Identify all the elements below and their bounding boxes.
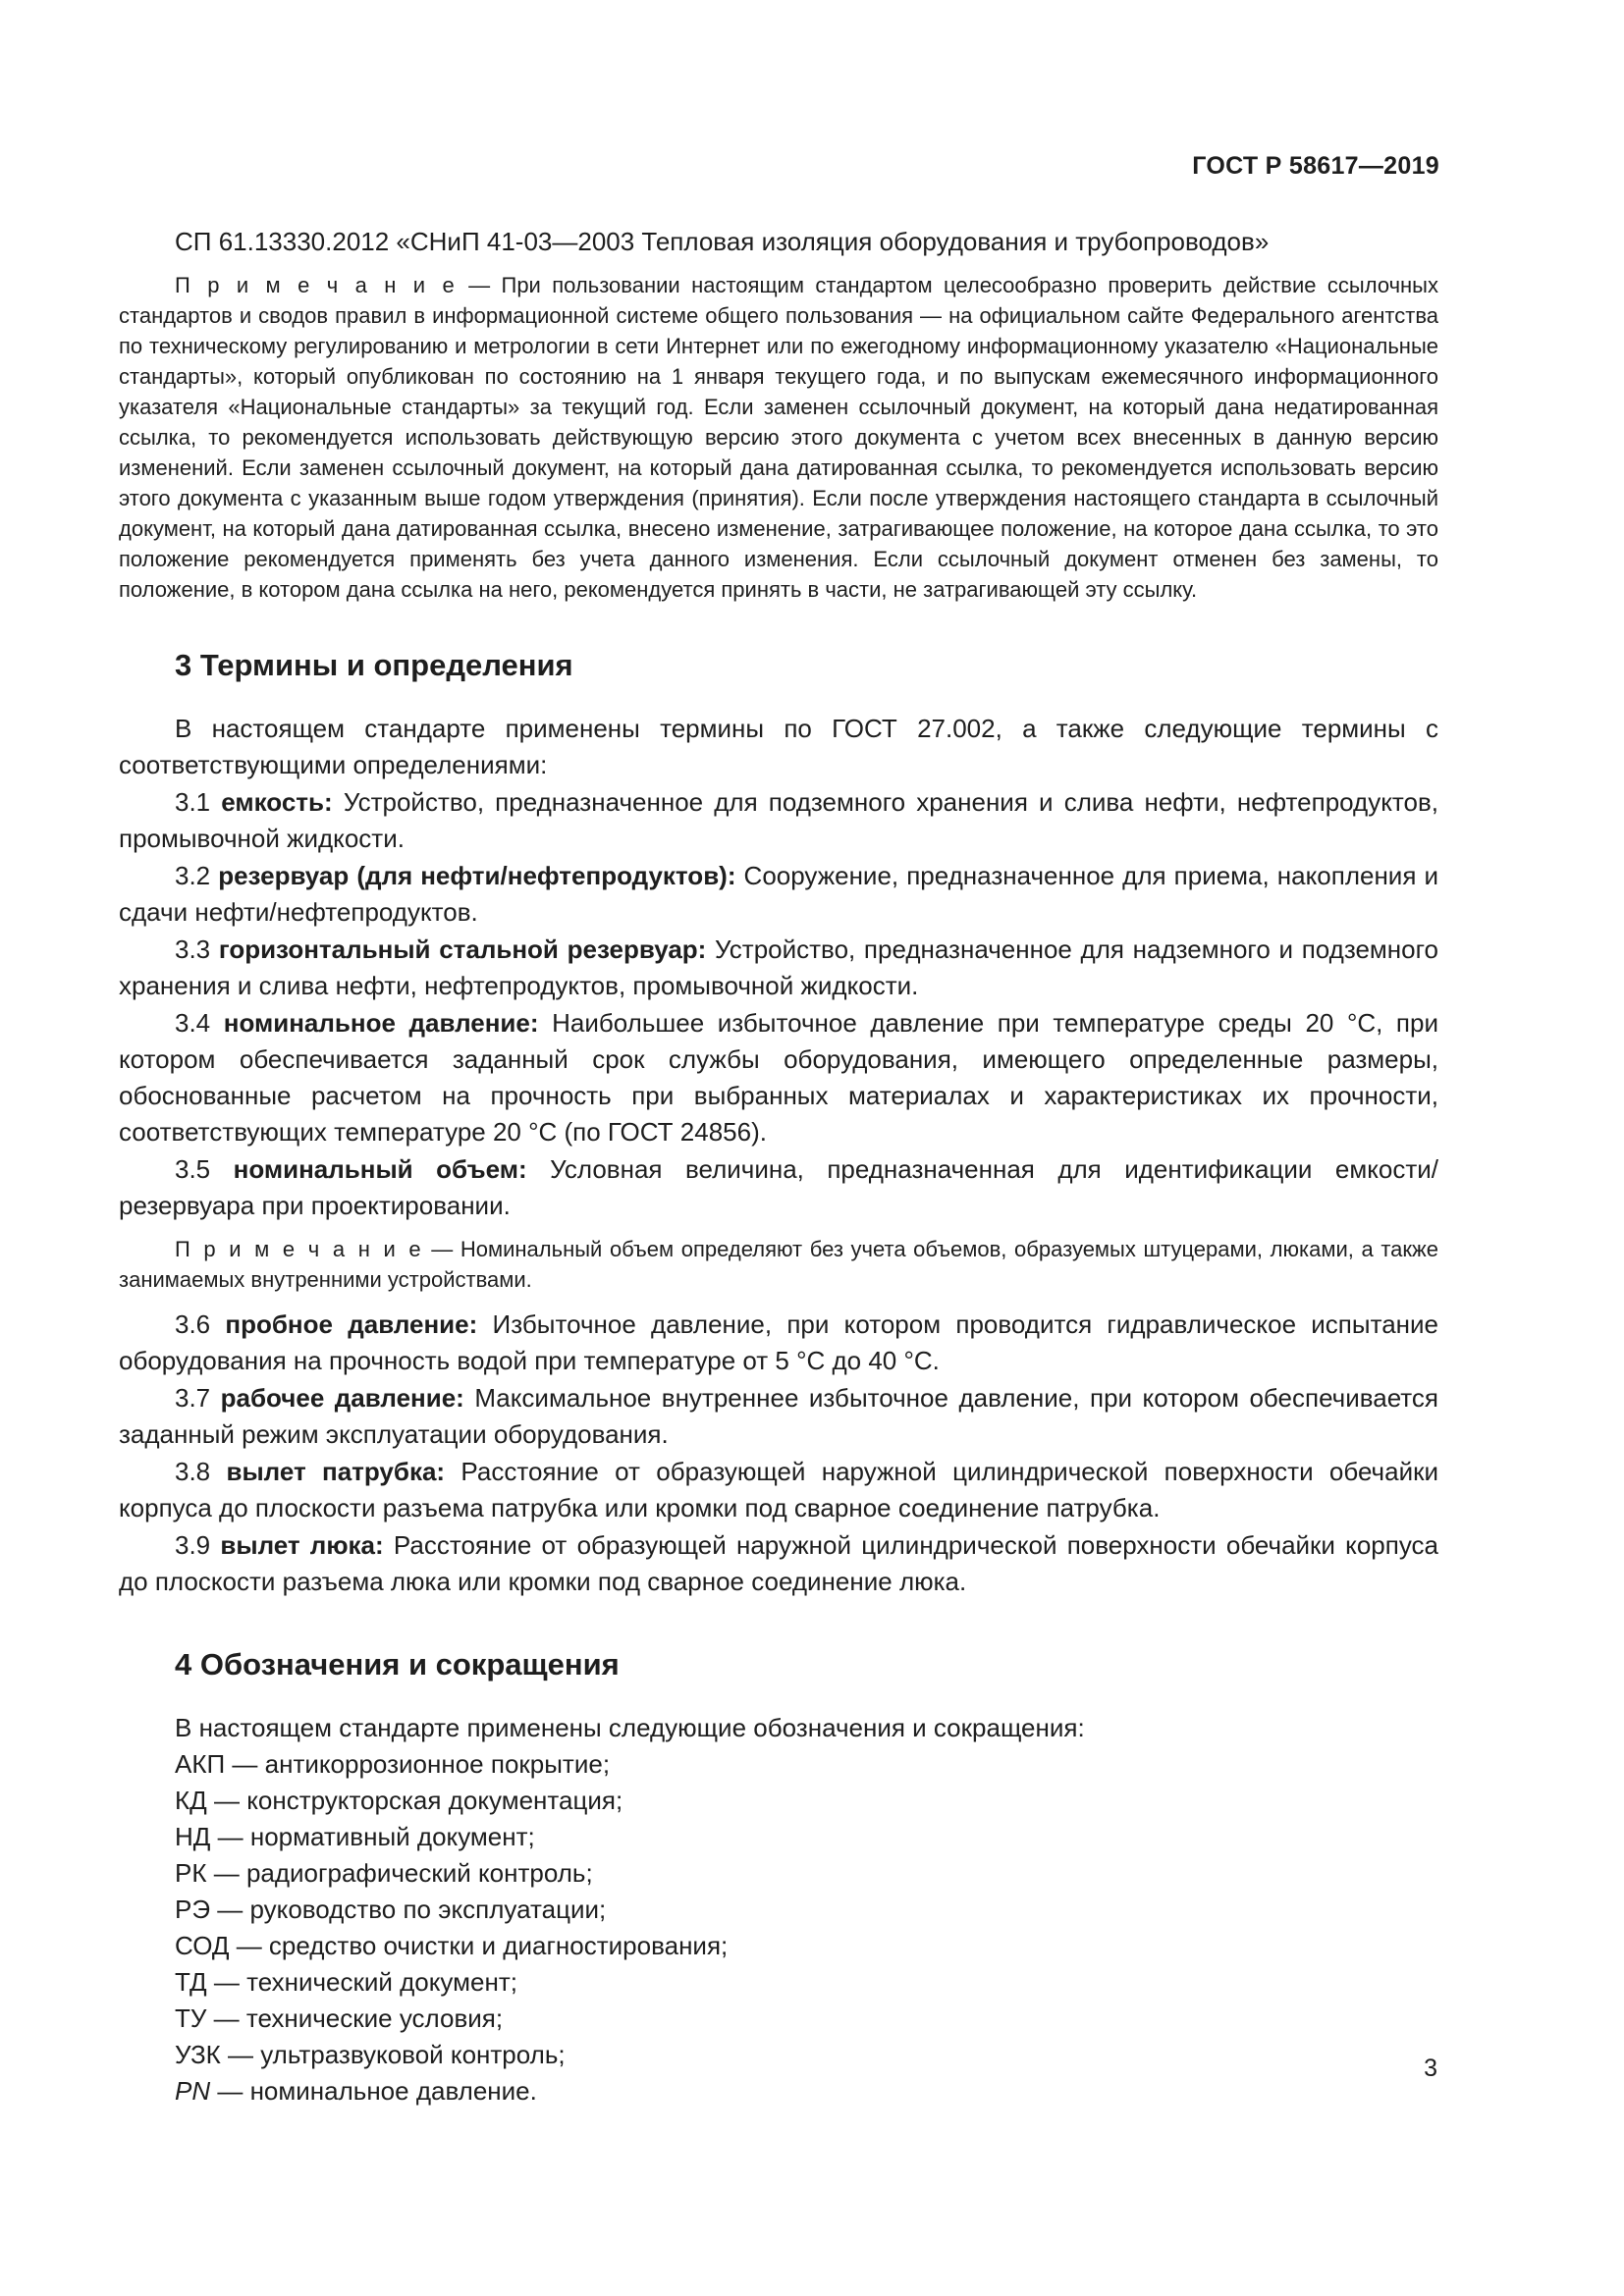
abbreviation-code: ТУ [175,2003,207,2033]
list-item [119,1746,1438,1783]
abbreviation-code: АКП [175,1749,226,1779]
term-number: 3.2 [175,861,219,890]
section-heading-terms: 3 Термины и определения [175,648,573,682]
abbreviation-code: НД [175,1822,211,1851]
term-definition: Расстояние от образующей наружной цилиндрической поверхности обечайки корпуса до плоскости разъема люка или кромки под сварное соединение люка. [119,1530,1439,1596]
term-number: 3.5 [175,1154,234,1184]
term-number: 3.3 [175,934,219,964]
term-item [119,932,1438,1004]
section-intro: В настоящем стандарте применены следующие обозначения и сокращения: [175,1713,1085,1742]
note-text: — При пользовании настоящим стандартом целесообразно проверить действие ссылочных стандартов и сводов правил в информационной системе общего пользования — на официальном сайте Федерального агентства по техническому регулированию и метрологии в сети Интернет или по ежегодному информационному указателю «Национальные стандарты», который опубликован по состоянию на 1 января текущего года, и по выпускам ежемесячного информационного указателя «Национальные стандарты» за текущий год. Если заменен ссылочный документ, на который дана недатированная ссылка, то рекомендуется использовать действующую версию этого документа с учетом всех внесенных в данную версию изменений. Если заменен ссылочный документ, на который дана датированная ссылка, то рекомендуется использовать версию этого документа с указанным выше годом утверждения (принятия). Если после утверждения настоящего стандарта в ссылочный документ, на который дана датированная ссылка, внесено изменение, затрагивающее положение, на которое дана ссылка, то это положение рекомендуется применять без учета данного изменения. Если ссылочный документ отменен без замены, то положение, в котором дана ссылка на него, рекомендуется принять в части, не затрагивающей эту ссылку. [119,273,1438,602]
section-heading-abbreviations: 4 Обозначения и сокращения [175,1647,620,1682]
abbreviation-text: — конструкторская документация; [206,1786,623,1815]
note-label: П р и м е ч а н и е [175,1237,424,1261]
term-name: пробное давление: [225,1309,478,1339]
list-item [119,1855,1438,1892]
term-item [119,1454,1438,1526]
term-item [119,1527,1438,1600]
page-number: 3 [1424,2055,1437,2082]
list-item [119,2073,1438,2109]
reference-item: СП 61.13330.2012 «СНиП 41-03—2003 Тепловая изоляция оборудования и трубопроводов» [175,227,1270,256]
term-name: резервуар (для нефти/нефтепродуктов): [218,861,736,890]
page-content [119,224,1438,2109]
term-item [119,1307,1438,1379]
abbreviation-code: РК [175,1858,207,1888]
references-note [119,270,1438,605]
term-number: 3.7 [175,1383,221,1413]
abbreviation-text: — средство очистки и диагностирования; [229,1931,729,1960]
term-definition: Избыточное давление, при котором проводится гидравлическое испытание оборудования на прочность водой при температуре от 5 °С до 40 °С. [119,1309,1438,1375]
note-text: — Номинальный объем определяют без учета объемов, образуемых штуцерами, люками, а также занимаемых внутренними устройствами. [119,1237,1438,1292]
term-note [119,1234,1438,1295]
term-item [119,858,1438,931]
abbreviation-text: — технический документ; [206,1967,517,1997]
term-definition: Максимальное внутреннее избыточное давление, при котором обеспечивается заданный режим эксплуатации оборудования. [119,1383,1439,1449]
term-definition: Сооружение, предназначенное для приема, накопления и сдачи нефти/нефтепродуктов. [119,861,1438,927]
term-number: 3.4 [175,1008,224,1038]
term-item [119,1005,1438,1150]
term-definition: Устройство, предназначенное для подземного хранения и слива нефти, нефтепродуктов, промывочной жидкости. [119,787,1439,853]
term-number: 3.6 [175,1309,226,1339]
abbreviation-code: СОД [175,1931,230,1960]
term-item [119,784,1438,857]
abbreviation-text: — номинальное давление. [210,2076,537,2106]
term-number: 3.8 [175,1457,227,1486]
list-item [119,1928,1438,1964]
abbreviation-text: — руководство по эксплуатации; [210,1895,607,1924]
abbreviation-text: — антикоррозионное покрытие; [225,1749,611,1779]
list-item [119,1964,1438,2001]
list-item [119,1819,1438,1855]
abbreviation-text: — ультразвуковой контроль; [220,2040,566,2069]
term-definition: Условная величина, предназначенная для идентификации емкости/резервуара при проектировании. [119,1154,1438,1220]
term-name: емкость: [221,787,333,817]
abbreviation-code: PN [175,2076,211,2106]
abbreviation-code: РЭ [175,1895,211,1924]
section-intro: В настоящем стандарте применены термины по ГОСТ 27.002, а также следующие термины с соответствующими определениями: [119,714,1438,779]
term-item [119,1380,1438,1453]
abbreviation-code: КД [175,1786,207,1815]
term-definition: Устройство, предназначенное для надземного и подземного хранения и слива нефти, нефтепродуктов, промывочной жидкости. [119,934,1438,1000]
term-definition: Расстояние от образующей наружной цилиндрической поверхности обечайки корпуса до плоскости разъема патрубка или кромки под сварное соединение патрубка. [119,1457,1438,1522]
term-name: номинальное давление: [223,1008,539,1038]
term-name: вылет люка: [220,1530,384,1560]
list-item [119,2001,1438,2037]
term-name: рабочее давление: [220,1383,464,1413]
abbreviation-code: УЗК [175,2040,221,2069]
term-item [119,1151,1438,1224]
document-code-header: ГОСТ Р 58617—2019 [1192,152,1439,180]
term-name: горизонтальный стальной резервуар: [218,934,707,964]
list-item [119,1783,1438,1819]
list-item [119,1892,1438,1928]
term-name: вылет патрубка: [226,1457,446,1486]
abbreviation-text: — технические условия; [206,2003,504,2033]
term-name: номинальный объем: [233,1154,527,1184]
term-definition: Наибольшее избыточное давление при температуре среды 20 °С, при котором обеспечивается заданный срок службы оборудования, имеющего определенные размеры, обоснованные расчетом на прочность при выбранных материалах и характеристиках их прочности, соответствующих температуре 20 °С (по ГОСТ 24856). [119,1008,1438,1147]
abbreviation-text: — радиографический контроль; [206,1858,593,1888]
list-item [119,2037,1438,2073]
term-number: 3.9 [175,1530,221,1560]
term-number: 3.1 [175,787,222,817]
note-label: П р и м е ч а н и е [175,273,458,297]
abbreviation-text: — нормативный документ; [210,1822,535,1851]
abbreviation-list [119,1746,1438,2109]
abbreviation-code: ТД [175,1967,207,1997]
